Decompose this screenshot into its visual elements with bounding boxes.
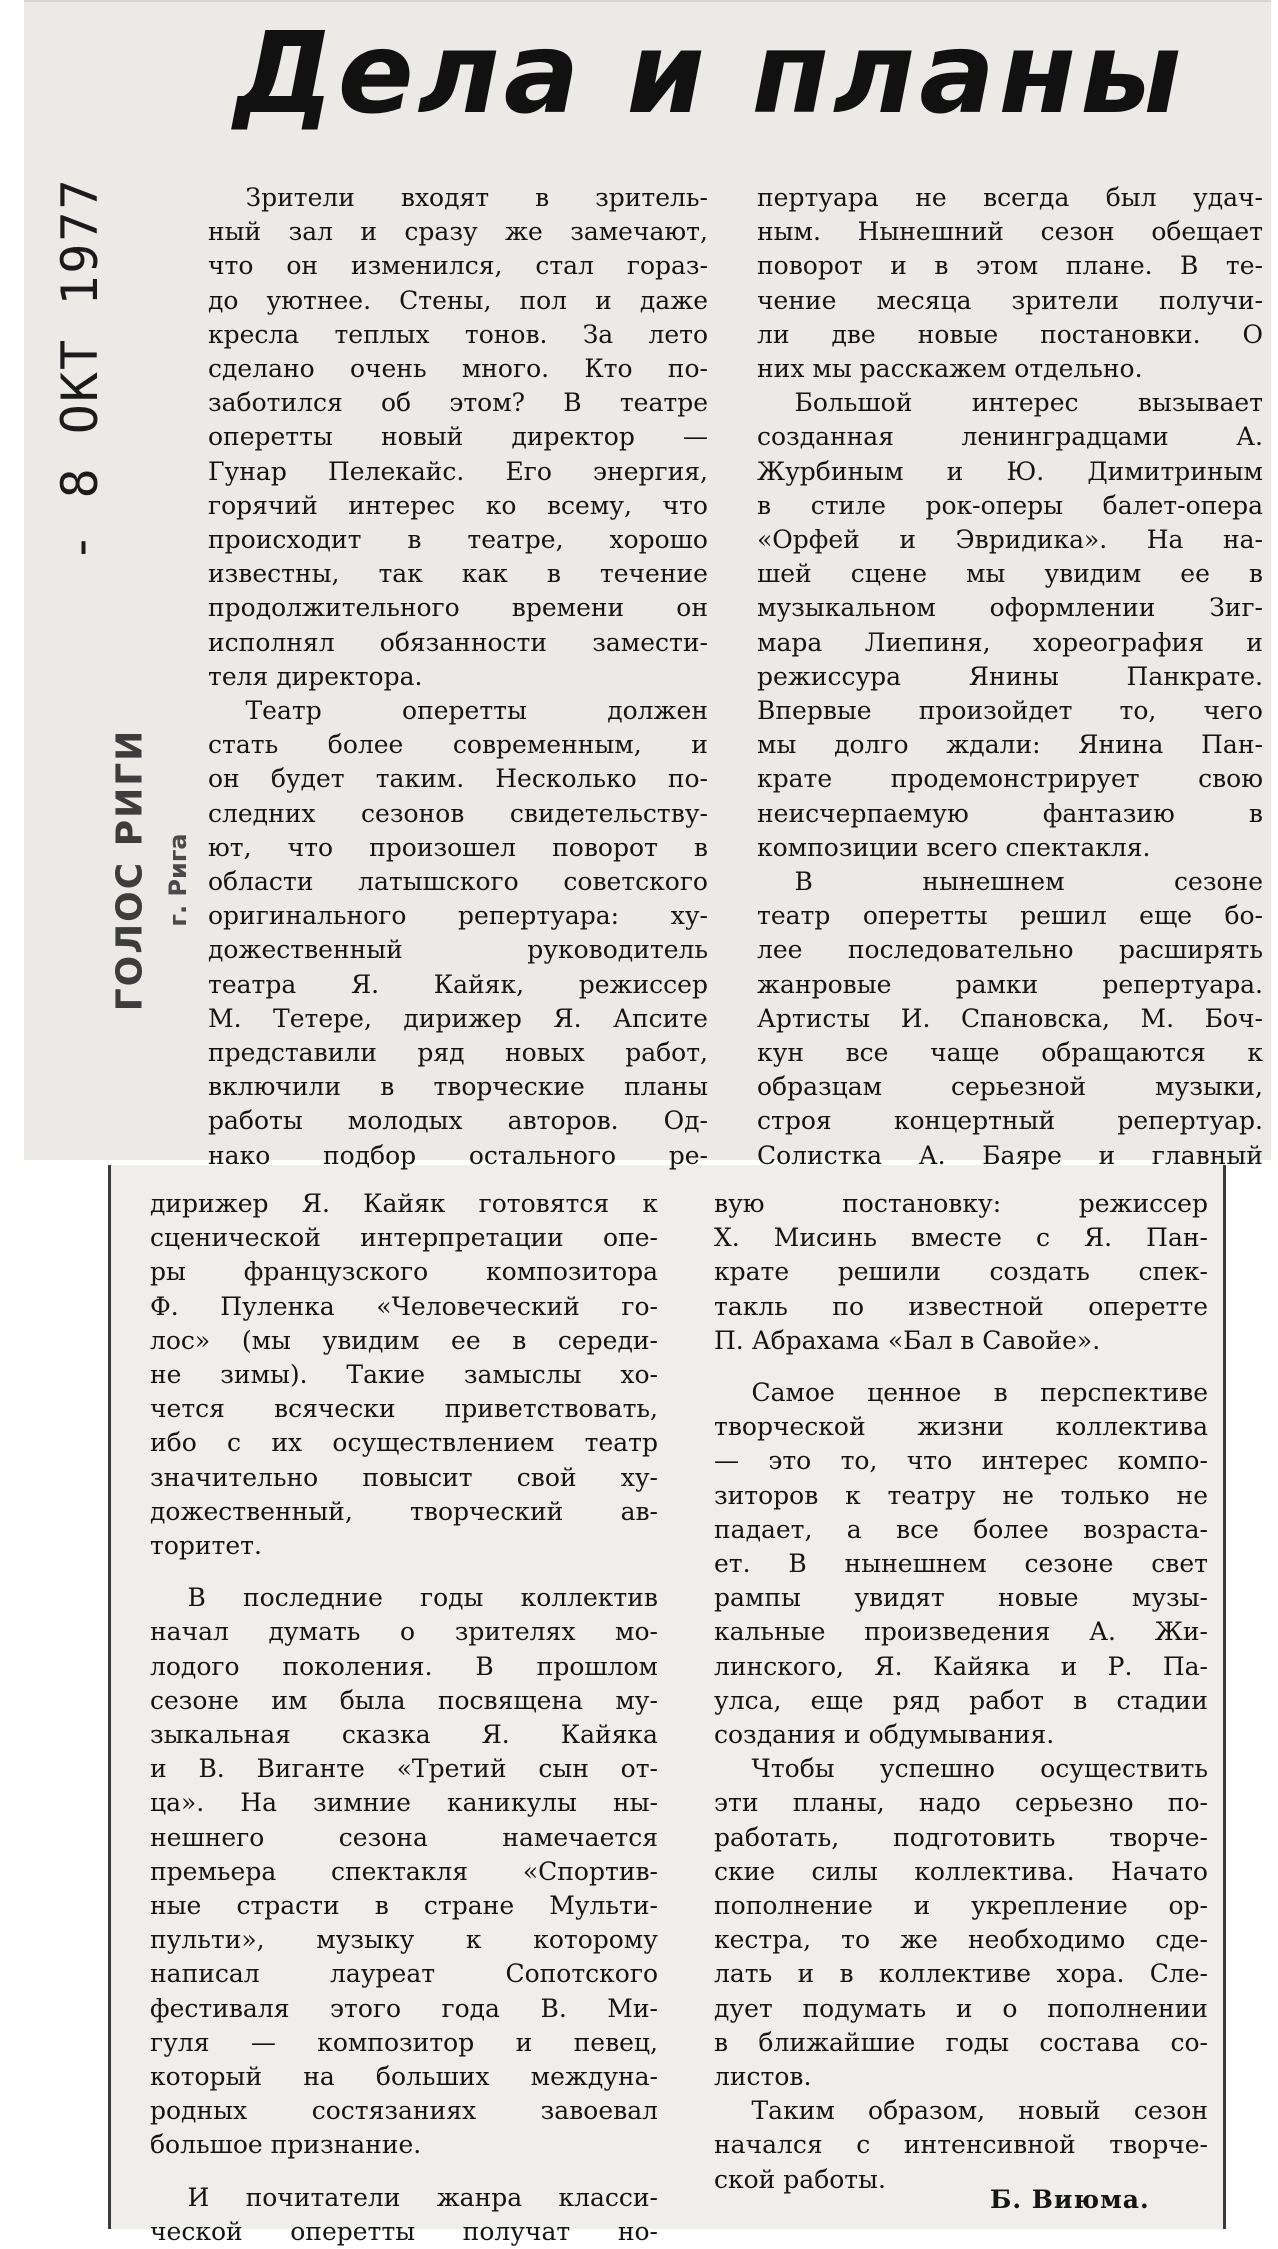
text-line: — это то, что интерес компо- <box>714 1446 1208 1476</box>
date-stamp-text: - 8 ОКТ 1977 <box>51 177 109 563</box>
text-line: торитет. <box>150 1531 262 1561</box>
text-line: происходит в театре, хорошо <box>208 525 708 555</box>
article-column-3 <box>150 1187 658 2249</box>
text-line: родных состязаниях завоевал <box>150 2096 658 2126</box>
text-line: Таким образом, новый сезон <box>751 2096 1208 2126</box>
text-line: включили в творческие планы <box>208 1072 708 1102</box>
text-line: большое признание. <box>150 2130 422 2160</box>
text-line: вую постановку: режиссер <box>714 1189 1208 1218</box>
text-line: них мы расскажем отдельно. <box>757 354 1143 384</box>
text-line: дует подумать и о пополнении <box>714 1993 1208 2023</box>
newspaper-stamp <box>100 720 160 1020</box>
text-line: оперетты новый директор — <box>208 422 708 452</box>
text-line: оригинального репертуара: ху- <box>208 901 708 931</box>
text-line: Гунар Пелекайс. Его энергия, <box>208 456 708 486</box>
text-line: крате продемонстрирует свою <box>757 764 1263 794</box>
article-column-2 <box>757 181 1263 1173</box>
text-line: значительно повысит свой ху- <box>150 1462 658 1492</box>
text-line: музыкальном оформлении Зиг- <box>757 593 1263 623</box>
text-line: зиторов к театру не только не <box>714 1480 1208 1510</box>
text-line: исполнял обязанности замести- <box>208 627 708 657</box>
text-line: дожественный, творческий ав- <box>150 1496 658 1526</box>
text-line: Впервые произойдет то, чего <box>757 696 1263 726</box>
text-line: что он изменился, стал гораз- <box>208 251 708 281</box>
headline: Дела и планы <box>234 9 1186 139</box>
text-line: Зрители входят в зритель- <box>245 183 708 212</box>
article-column-4 <box>714 1187 1208 2197</box>
text-line: лее последовательно расширять <box>757 935 1263 965</box>
text-line: дирижер Я. Кайяк готовятся к <box>150 1189 658 1218</box>
paragraph-gap <box>714 1358 1208 1376</box>
paragraph-gap <box>150 1563 658 1581</box>
text-line: в стиле рок-оперы балет-опера <box>757 490 1263 520</box>
text-line: ческой оперетты получат но- <box>150 2216 658 2246</box>
text-line: Чтобы успешно осуществить <box>751 1754 1208 1784</box>
text-line: поворот и в этом плане. В те- <box>757 251 1263 281</box>
text-line: листов. <box>714 2062 812 2092</box>
text-line: рампы увидят новые музы- <box>714 1583 1208 1613</box>
text-line: кестра, то же необходимо сде- <box>714 1925 1208 1955</box>
text-line: такль по известной оперетте <box>714 1291 1208 1321</box>
text-line: лос» (мы увидим ее в середи- <box>150 1325 658 1355</box>
text-line: создания и обдумывания. <box>714 1720 1055 1750</box>
text-line: неисчерпаемую фантазию в <box>757 798 1263 828</box>
text-line: написал лауреат Сопотского <box>150 1959 658 1989</box>
text-line: жанровые рамки репертуара. <box>757 969 1263 999</box>
text-line: крате решили создать спек- <box>714 1257 1208 1287</box>
text-line: линского, Я. Кайяка и Р. Па- <box>714 1651 1208 1681</box>
text-line: Большой интерес вызывает <box>794 388 1263 418</box>
text-line: области латышского советского <box>208 867 708 897</box>
text-line: Самое ценное в перспективе <box>751 1378 1208 1408</box>
newspaper-stamp-text: ГОЛОС РИГИ <box>109 728 151 1012</box>
text-line: фестиваля этого года В. Ми- <box>150 1993 658 2023</box>
city-stamp-text: г. Рига <box>164 833 192 927</box>
text-line: Театр оперетты должен <box>245 696 708 726</box>
paragraph-gap <box>150 2163 658 2181</box>
text-line: который на больших междуна- <box>150 2062 658 2092</box>
text-line: В нынешнем сезоне <box>794 867 1263 897</box>
text-line: театр оперетты решил еще бо- <box>757 901 1263 931</box>
text-line: начался с интенсивной творче- <box>714 2130 1208 2160</box>
text-line: Солистка А. Баяре и главный <box>757 1140 1263 1170</box>
text-line: кун все чаще обращаются к <box>757 1038 1263 1068</box>
text-line: не зимы). Такие замыслы хо- <box>150 1360 658 1390</box>
text-line: теля директора. <box>208 661 423 691</box>
text-line: Артисты И. Спановска, М. Боч- <box>757 1003 1263 1033</box>
text-line: И почитатели жанра класси- <box>187 2182 658 2212</box>
text-line: образцам серьезной музыки, <box>757 1072 1263 1102</box>
text-line: ской работы. <box>714 2164 886 2194</box>
text-line: лодого поколения. В прошлом <box>150 1651 658 1681</box>
text-line: шей сцене мы увидим ее в <box>757 559 1263 589</box>
text-line: кальные произведения А. Жи- <box>714 1617 1208 1647</box>
text-line: мы долго ждали: Янина Пан- <box>757 730 1263 760</box>
text-line: падает, а все более возраста- <box>714 1514 1208 1544</box>
text-line: ет. В нынешнем сезоне свет <box>714 1549 1208 1579</box>
text-line: нако подбор остального ре- <box>208 1140 708 1170</box>
text-line: кресла теплых тонов. За лето <box>208 319 708 349</box>
text-line: ры французского композитора <box>150 1257 658 1287</box>
text-line: сценической интерпретации опе- <box>150 1223 658 1253</box>
text-line: композиции всего спектакля. <box>757 832 1151 862</box>
text-line: П. Абрахама «Бал в Савойе». <box>714 1325 1101 1355</box>
text-line: строя концертный репертуар. <box>757 1106 1263 1136</box>
text-line: известны, так как в течение <box>208 559 708 589</box>
text-line: созданная ленинградцами А. <box>757 422 1263 452</box>
author-signature: Б. Виюма. <box>990 2185 1150 2214</box>
text-line: эти планы, надо серьезно по- <box>714 1788 1208 1818</box>
text-line: гуля — композитор и певец, <box>150 2027 658 2057</box>
date-stamp <box>40 177 120 563</box>
text-line: до уютнее. Стены, пол и даже <box>208 285 708 315</box>
text-line: пертуара не всегда был удач- <box>757 183 1263 212</box>
text-line: творческой жизни коллектива <box>714 1412 1208 1442</box>
text-line: сезоне им была посвящена му- <box>150 1685 658 1715</box>
text-line: следних сезонов свидетельству- <box>208 798 708 828</box>
text-line: режиссура Янины Панкрате. <box>757 661 1263 691</box>
text-line: ные страсти в стране Мульти- <box>150 1891 658 1921</box>
text-line: ские силы коллектива. Начато <box>714 1856 1208 1886</box>
text-line: ют, что произошел поворот в <box>208 832 708 862</box>
text-line: он будет таким. Несколько по- <box>208 764 708 794</box>
text-line: заботился об этом? В театре <box>208 388 708 418</box>
text-line: мара Лиепиня, хореография и <box>757 627 1263 657</box>
text-line: «Орфей и Эвридика». На на- <box>757 525 1263 555</box>
text-line: и В. Виганте «Третий сын от- <box>150 1754 658 1784</box>
text-line: ли две новые постановки. О <box>757 319 1263 349</box>
text-line: ца». На зимние каникулы ны- <box>150 1788 658 1818</box>
text-line: горячий интерес ко всему, что <box>208 490 708 520</box>
text-line: пополнение и укрепление ор- <box>714 1891 1208 1921</box>
text-line: ный зал и сразу же замечают, <box>208 217 708 247</box>
text-line: в ближайшие годы состава со- <box>714 2027 1208 2057</box>
text-line: продолжительного времени он <box>208 593 708 623</box>
text-line: зыкальная сказка Я. Кайяка <box>150 1720 658 1750</box>
text-line: работы молодых авторов. Од- <box>208 1106 708 1136</box>
text-line: начал думать о зрителях мо- <box>150 1617 658 1647</box>
article-column-1 <box>208 181 708 1173</box>
text-line: стать более современным, и <box>208 730 708 760</box>
text-line: лать и в коллективе хора. Сле- <box>714 1959 1208 1989</box>
text-line: сделано очень много. Кто по- <box>208 354 708 384</box>
text-line: дожественный руководитель <box>208 935 708 965</box>
text-line: улса, еще ряд работ в стадии <box>714 1685 1208 1715</box>
text-line: Ф. Пуленка «Человеческий го- <box>150 1291 658 1321</box>
text-line: Х. Мисинь вместе с Я. Пан- <box>714 1223 1208 1253</box>
text-line: премьера спектакля «Спортив- <box>150 1856 658 1886</box>
text-line: представили ряд новых работ, <box>208 1038 708 1068</box>
text-line: М. Тетере, дирижер Я. Апсите <box>208 1003 708 1033</box>
text-line: театра Я. Кайяк, режиссер <box>208 969 708 999</box>
text-line: чение месяца зрители получи- <box>757 285 1263 315</box>
text-line: ибо с их осуществлением театр <box>150 1428 658 1458</box>
text-line: нешнего сезона намечается <box>150 1822 658 1852</box>
text-line: ным. Нынешний сезон обещает <box>757 217 1263 247</box>
city-stamp <box>158 820 198 940</box>
text-line: В последние годы коллектив <box>187 1583 658 1613</box>
text-line: работать, подготовить творче- <box>714 1822 1208 1852</box>
text-line: чется всячески приветствовать, <box>150 1394 658 1424</box>
text-line: Журбиным и Ю. Димитриным <box>757 456 1263 486</box>
text-line: пульти», музыку к которому <box>150 1925 658 1955</box>
